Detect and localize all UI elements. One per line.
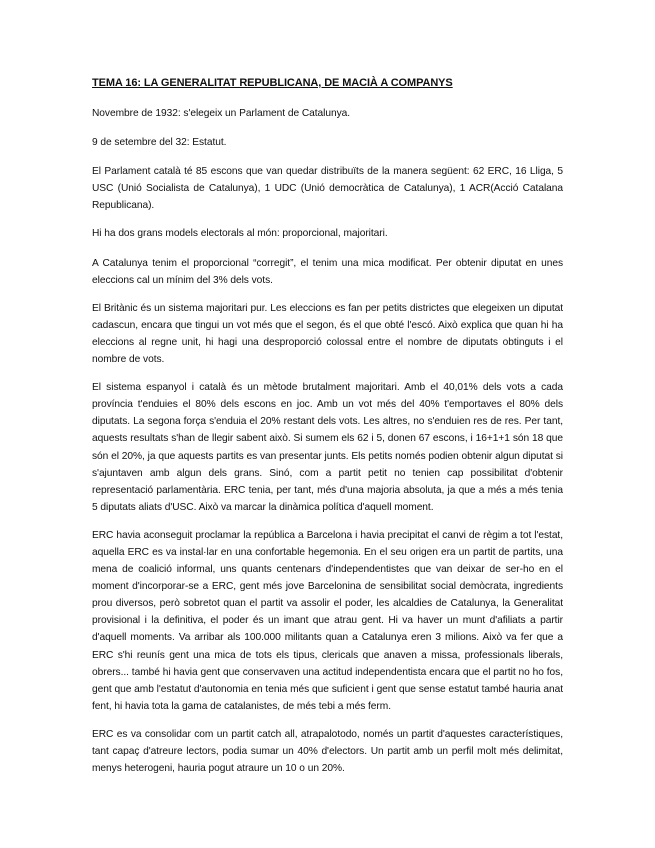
paragraph-spanish-system: El sistema espanyol i català és un mètode brutalment majoritari. Amb el 40,01% dels vots a cada província t'enduies el 80% dels escons en joc. Amb un vot més del 40% t'emportaves el 80% dels diputats. La segona força s'enduia el 20% restant dels vots. Les altres, no s'enduien res de res. Per tant, aquests resultats s'han de llegir sabent això. Si sumem els 62 i 5, donen 67 escons, i 16+1+1 són 18 que són el 20%, ja que aquests partits es van presentar junts. Els petits només podien obtenir algun diputat si s'ajuntaven amb algun dels grans. Sinó, com a partit petit no tenien cap possibilitat d'obtenir representació parlamentària. ERC tenia, per tant, més d'una majoria absoluta, ja que a més a més tenia 5 diputats aliats d'USC. Això va marcar la dinàmica política d'aquell moment. bbox=[92, 382, 563, 513]
paragraph-statute-date: 9 de setembre del 32: Estatut. bbox=[92, 137, 227, 149]
document-title: TEMA 16: LA GENERALITAT REPUBLICANA, DE MACIÀ A COMPANYS bbox=[92, 77, 453, 89]
paragraph-erc-hegemony: ERC havia aconseguit proclamar la república a Barcelona i havia precipitat el canvi de règim a tot l'estat, aquella ERC es va instal·lar en una confortable hegemonia. En el seu origen era un partit de partits, una mena de coalició informal, uns quants centenars d'independentistes que van deixar de ser-ho en el moment d'incorporar-se a ERC, gent més jove Barcelonina de sensibilitat social demòcrata, ingredients prou diversos, però sobretot quan el partit va assolir el poder, les alcaldies de Catalunya, la Generalitat provisional i la definitiva, el poder és un imant que atrau gent. Hi va haver un munt d'afiliats a partir d'aquell moments. Va arribar als 100.000 militants quan a Catalunya eren 3 milions. Això va fer que a ERC s'hi reunís gent una mica de tots els tipus, clericals que anaven a missa, professionals liberals, obrers... també hi havia gent que conservaven una actitud independentista encara que el partit no ho fos, gent que amb l'estatut d'autonomia en tenia més que suficient i gent que sense estatut també hauria anat fent, hi havia tota la gama de catalanistes, de més tebi a més ferm. bbox=[92, 529, 563, 712]
paragraph-seat-distribution: El Parlament català té 85 escons que van quedar distribuïts de la manera següent: 62 ERC, 16 Lliga, 5 USC (Unió Socialista de Catalunya), 1 UDC (Unió democràtica de Catalunya), 1 ACR(Acció Catalana Republicana). bbox=[92, 166, 563, 212]
paragraph-parliament-date: Novembre de 1932: s'elegeix un Parlament de Catalunya. bbox=[92, 108, 351, 119]
paragraph-electoral-models: Hi ha dos grans models electorals al món: proporcional, majoritari. bbox=[92, 228, 388, 240]
paragraph-erc-catch-all: ERC es va consolidar com un partit catch all, atrapalotodo, només un partit d'aquestes característiques, tant capaç d'atreure lectors, podia sumar un 40% d'electors. Un partit amb un perfil molt més delimitat, menys heterogeni, hauria pogut atraure un 10 o un 20%. bbox=[92, 728, 563, 775]
paragraph-catalan-system: A Catalunya tenim el proporcional “corregit”, el tenim una mica modificat. Per obtenir diputat en unes eleccions cal un mínim del 3% dels vots. bbox=[92, 257, 563, 286]
paragraph-british-system: El Britànic és un sistema majoritari pur. Les eleccions es fan per petits districtes que elegeixen un diputat cadascun, encara que tingui un vot més que el segon, és el que obté l'escó. Això explica que quan hi ha eleccions al regne unit, hi hagi una desproporció colossal entre el nombre de diputats obtinguts i el nombre de vots. bbox=[92, 302, 563, 366]
